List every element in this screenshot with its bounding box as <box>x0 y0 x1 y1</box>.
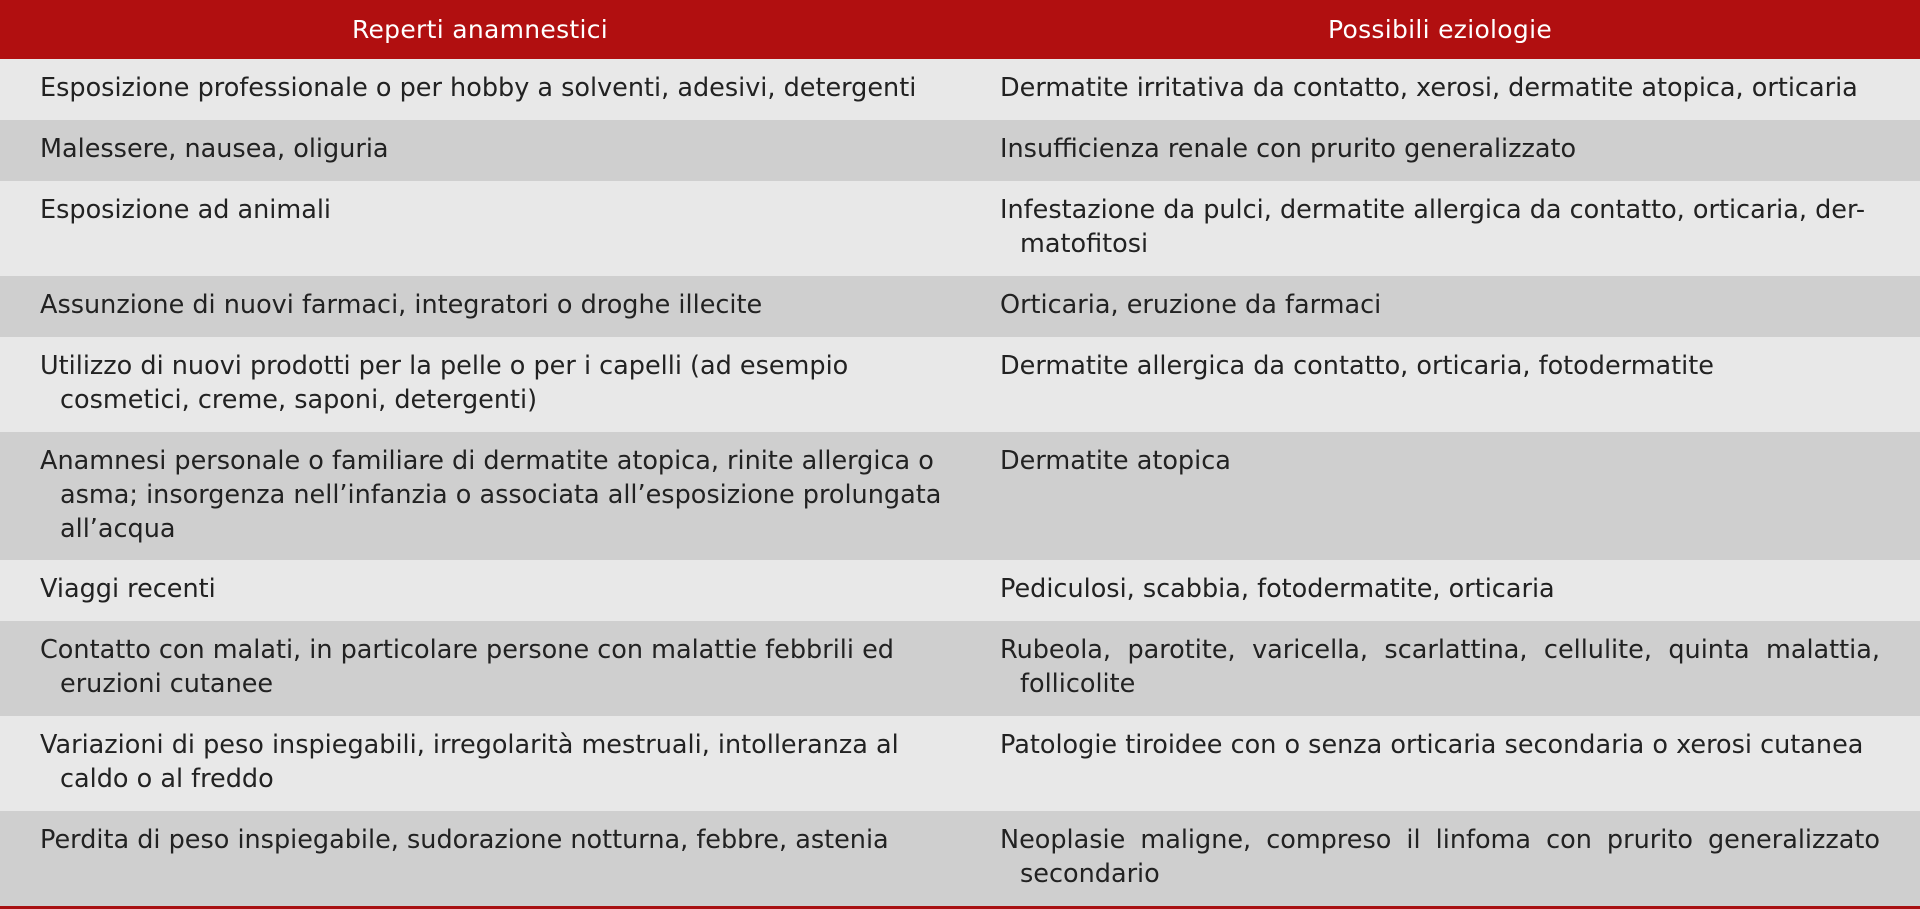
etiology-text: Patologie tiroidee con o senza orticaria secondaria o xerosi cutanea <box>1000 730 1864 760</box>
etiology-cell <box>960 560 1920 621</box>
finding-text: Anamnesi personale o familiare di dermatite atopica, rinite allergica o asma; insorgenza nell’infanzia o associata all’esposizione prolungata all’acqua <box>40 446 942 544</box>
etiology-cell <box>960 811 1920 906</box>
header-findings: Reperti anamnestici <box>351 15 609 44</box>
finding-text: Viaggi recenti <box>40 574 216 604</box>
finding-cell <box>0 560 960 621</box>
etiology-text: Rubeola, parotite, varicella, scarlattina, cellulite, quinta malattia, follicolite <box>1000 635 1880 699</box>
table-row <box>0 716 1920 811</box>
finding-cell <box>0 621 960 716</box>
finding-cell <box>0 59 960 120</box>
finding-text: Esposizione professionale o per hobby a solventi, adesivi, detergenti <box>40 73 917 103</box>
finding-cell <box>0 432 960 560</box>
finding-text: Utilizzo di nuovi prodotti per la pelle o per i capelli (ad esempio cosmetici, creme, saponi, detergenti) <box>40 351 849 415</box>
etiology-text: Dermatite irritativa da contatto, xerosi, dermatite atopica, orticaria <box>1000 73 1858 103</box>
finding-text: Esposizione ad animali <box>40 195 332 225</box>
finding-cell <box>0 811 960 906</box>
finding-text: Perdita di peso inspiegabile, sudorazione notturna, febbre, astenia <box>40 825 889 855</box>
etiology-text: Infestazione da pulci, dermatite allergica da contatto, orticaria, der-matofitosi <box>1000 195 1866 259</box>
table-row <box>0 337 1920 432</box>
etiology-cell <box>960 181 1920 276</box>
etiology-text: Dermatite allergica da contatto, orticaria, fotodermatite <box>1000 351 1714 381</box>
finding-text: Contatto con malati, in particolare persone con malattie febbrili ed eruzioni cutanee <box>40 635 894 699</box>
table-row <box>0 120 1920 181</box>
finding-text: Variazioni di peso inspiegabili, irregolarità mestruali, intolleranza al caldo o al freddo <box>40 730 899 794</box>
etiology-cell <box>960 621 1920 716</box>
finding-cell <box>0 120 960 181</box>
table-row <box>0 59 1920 120</box>
table-row <box>0 181 1920 276</box>
finding-cell <box>0 276 960 337</box>
etiology-text: Neoplasie maligne, compreso il linfoma con prurito generalizzato secondario <box>1000 825 1880 889</box>
table-header <box>0 0 1920 59</box>
table-row <box>0 432 1920 560</box>
etiology-text: Pediculosi, scabbia, fotodermatite, orticaria <box>1000 574 1555 604</box>
table-row <box>0 621 1920 716</box>
table-row <box>0 560 1920 621</box>
header-etiologies: Possibili eziologie <box>1327 15 1552 44</box>
etiology-text: Insufficienza renale con prurito generalizzato <box>1000 134 1577 164</box>
finding-cell <box>0 181 960 276</box>
etiology-cell <box>960 716 1920 811</box>
table-row <box>0 811 1920 906</box>
finding-text: Assunzione di nuovi farmaci, integratori o droghe illecite <box>40 290 763 320</box>
etiology-text: Orticaria, eruzione da farmaci <box>1000 290 1382 320</box>
etiology-cell <box>960 120 1920 181</box>
etiology-cell <box>960 59 1920 120</box>
etiology-cell <box>960 276 1920 337</box>
etiology-cell <box>960 337 1920 432</box>
finding-text: Malessere, nausea, oliguria <box>40 134 389 164</box>
finding-cell <box>0 337 960 432</box>
finding-cell <box>0 716 960 811</box>
table-row <box>0 276 1920 337</box>
etiology-cell <box>960 432 1920 560</box>
etiology-text: Dermatite atopica <box>1000 446 1231 476</box>
